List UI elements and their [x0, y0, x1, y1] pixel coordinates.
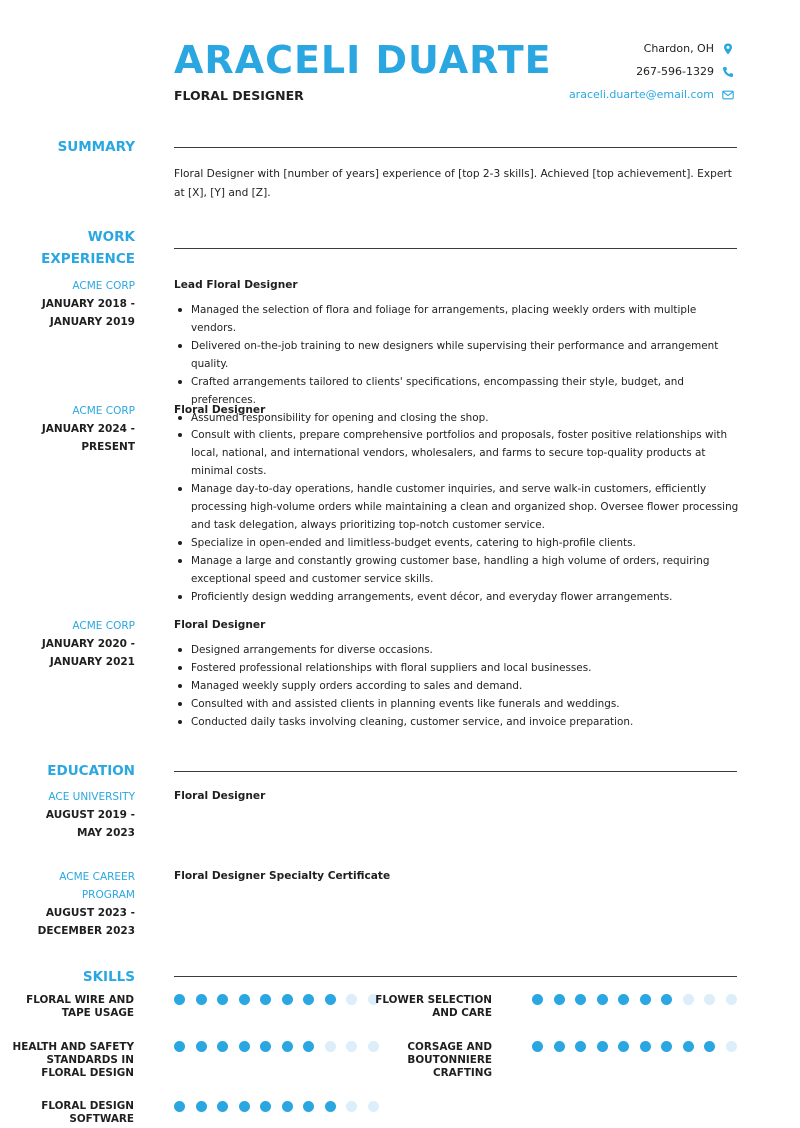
- job-dates-end: JANUARY 2019: [49, 316, 135, 328]
- job-title: Lead Floral Designer: [174, 279, 298, 291]
- school-dates-end: DECEMBER 2023: [37, 925, 135, 937]
- skills-divider: [174, 976, 737, 977]
- school-name: ACE UNIVERSITY: [48, 791, 135, 803]
- education-heading: EDUCATION: [47, 763, 135, 779]
- rating-dot-filled: [260, 1041, 271, 1052]
- skill-rating: [174, 994, 379, 1005]
- job-title: Floral Designer: [174, 404, 266, 416]
- rating-dot-filled: [174, 994, 185, 1005]
- job-dates-end: JANUARY 2021: [49, 656, 135, 668]
- rating-dot-empty: [726, 1041, 737, 1052]
- location-pin-icon: [722, 43, 734, 55]
- rating-dot-filled: [303, 994, 314, 1005]
- degree-title: Floral Designer: [174, 790, 266, 802]
- rating-dot-filled: [325, 994, 336, 1005]
- rating-dot-filled: [683, 1041, 694, 1052]
- location-text: Chardon, OH: [643, 42, 714, 55]
- list-item: Consult with clients, prepare comprehensive portfolios and proposals, foster positive relationships with local, national, and international vendors, wholesalers, and farms to secure top-quality products at minimal costs.: [174, 426, 739, 480]
- skill-rating: [174, 1101, 379, 1112]
- list-item: Designed arrangements for diverse occasions.: [174, 641, 739, 659]
- rating-dot-empty: [683, 994, 694, 1005]
- phone-icon: [722, 66, 734, 78]
- rating-dot-filled: [217, 994, 228, 1005]
- school-dates-end: MAY 2023: [76, 827, 135, 839]
- rating-dot-filled: [260, 994, 271, 1005]
- job-bullets: [174, 641, 739, 731]
- list-item: Crafted arrangements tailored to clients' specifications, encompassing their style, budget, and preferences.: [174, 373, 739, 409]
- job-company: ACME CORP: [72, 405, 135, 417]
- list-item: Conducted daily tasks involving cleaning, customer service, and invoice preparation.: [174, 713, 739, 731]
- rating-dot-filled: [575, 1041, 586, 1052]
- rating-dot-filled: [196, 1041, 207, 1052]
- rating-dot-filled: [640, 1041, 651, 1052]
- list-item: Proficiently design wedding arrangements, event décor, and everyday flower arrangements.: [174, 588, 739, 606]
- rating-dot-filled: [196, 994, 207, 1005]
- job-dates-start: JANUARY 2020 -: [41, 638, 135, 650]
- rating-dot-empty: [325, 1041, 336, 1052]
- rating-dot-filled: [554, 994, 565, 1005]
- rating-dot-filled: [303, 1101, 314, 1112]
- rating-dot-filled: [260, 1101, 271, 1112]
- work-heading-line1: WORK: [87, 229, 135, 245]
- rating-dot-empty: [726, 994, 737, 1005]
- job-bullets: [174, 426, 739, 606]
- rating-dot-filled: [597, 994, 608, 1005]
- rating-dot-filled: [618, 994, 629, 1005]
- rating-dot-filled: [239, 994, 250, 1005]
- rating-dot-filled: [217, 1101, 228, 1112]
- summary-text: Floral Designer with [number of years] experience of [top 2-3 skills]. Achieved [top achievement]. Expert at [X], [Y] and [Z].: [174, 168, 732, 199]
- rating-dot-empty: [346, 1101, 357, 1112]
- summary-divider: [174, 147, 737, 148]
- contact-location: [644, 42, 734, 55]
- school-dates-start: AUGUST 2023 -: [45, 907, 135, 919]
- list-item: Fostered professional relationships with floral suppliers and local businesses.: [174, 659, 739, 677]
- list-item: Managed weekly supply orders according to sales and demand.: [174, 677, 739, 695]
- skill-rating: [532, 1041, 737, 1052]
- phone-text: 267-596-1329: [636, 65, 714, 78]
- rating-dot-filled: [174, 1041, 185, 1052]
- rating-dot-filled: [661, 994, 672, 1005]
- contact-email[interactable]: [569, 88, 734, 101]
- mail-icon: [722, 89, 734, 101]
- skill-rating: [174, 1041, 379, 1052]
- rating-dot-filled: [640, 994, 651, 1005]
- school-name-line1: ACME CAREER: [59, 871, 135, 883]
- rating-dot-empty: [704, 994, 715, 1005]
- job-dates-start: JANUARY 2024 -: [41, 423, 135, 435]
- skills-heading: SKILLS: [82, 969, 135, 985]
- rating-dot-filled: [532, 1041, 543, 1052]
- degree-title: Floral Designer Specialty Certificate: [174, 870, 391, 882]
- rating-dot-filled: [239, 1101, 250, 1112]
- rating-dot-filled: [239, 1041, 250, 1052]
- rating-dot-filled: [196, 1101, 207, 1112]
- rating-dot-filled: [282, 994, 293, 1005]
- list-item: Assumed responsibility for opening and closing the shop.: [174, 409, 739, 427]
- skill-name: FLORAL WIRE AND TAPE USAGE: [26, 994, 134, 1019]
- list-item: Specialize in open-ended and limitless-budget events, catering to high-profile clients.: [174, 534, 739, 552]
- rating-dot-filled: [174, 1101, 185, 1112]
- list-item: Manage a large and constantly growing customer base, handling a high volume of orders, requiring exceptional speed and customer service skills.: [174, 552, 739, 588]
- list-item: Manage day-to-day operations, handle customer inquiries, and serve walk-in customers, efficiently processing high-volume orders while maintaining a clean and organized shop. Oversee flower processing and task delegation, always prioritizing top-notch customer service.: [174, 480, 739, 534]
- job-title: Floral Designer: [174, 619, 266, 631]
- list-item: Delivered on-the-job training to new designers while supervising their performance and arrangement quality.: [174, 337, 739, 373]
- rating-dot-filled: [217, 1041, 228, 1052]
- rating-dot-filled: [554, 1041, 565, 1052]
- candidate-name: ARACELI DUARTE: [174, 38, 552, 82]
- rating-dot-filled: [303, 1041, 314, 1052]
- skill-name: HEALTH AND SAFETY STANDARDS IN FLORAL DESIGN: [12, 1041, 134, 1079]
- skill-name: CORSAGE AND BOUTONNIERE CRAFTING: [407, 1041, 492, 1079]
- job-dates-start: JANUARY 2018 -: [41, 298, 135, 310]
- list-item: Managed the selection of flora and foliage for arrangements, placing weekly orders with multiple vendors.: [174, 301, 739, 337]
- rating-dot-filled: [532, 994, 543, 1005]
- rating-dot-empty: [368, 1101, 379, 1112]
- rating-dot-filled: [325, 1101, 336, 1112]
- school-name-line2: PROGRAM: [81, 889, 135, 901]
- rating-dot-filled: [597, 1041, 608, 1052]
- rating-dot-filled: [661, 1041, 672, 1052]
- job-company: ACME CORP: [72, 620, 135, 632]
- job-company: ACME CORP: [72, 280, 135, 292]
- summary-heading: SUMMARY: [57, 139, 135, 155]
- rating-dot-filled: [282, 1101, 293, 1112]
- rating-dot-empty: [346, 994, 357, 1005]
- candidate-role: FLORAL DESIGNER: [174, 88, 304, 103]
- skill-name: FLOWER SELECTION AND CARE: [375, 994, 492, 1019]
- rating-dot-filled: [618, 1041, 629, 1052]
- work-divider: [174, 248, 737, 249]
- list-item: Consulted with and assisted clients in planning events like funerals and weddings.: [174, 695, 739, 713]
- education-divider: [174, 771, 737, 772]
- school-dates-start: AUGUST 2019 -: [45, 809, 135, 821]
- rating-dot-filled: [282, 1041, 293, 1052]
- rating-dot-empty: [346, 1041, 357, 1052]
- rating-dot-filled: [575, 994, 586, 1005]
- job-dates-end: PRESENT: [81, 441, 135, 453]
- contact-phone: [636, 65, 734, 78]
- work-heading-line2: EXPERIENCE: [41, 251, 135, 267]
- skill-name: FLORAL DESIGN SOFTWARE: [41, 1100, 134, 1125]
- skill-rating: [532, 994, 737, 1005]
- email-link[interactable]: araceli.duarte@email.com: [568, 88, 714, 101]
- rating-dot-filled: [704, 1041, 715, 1052]
